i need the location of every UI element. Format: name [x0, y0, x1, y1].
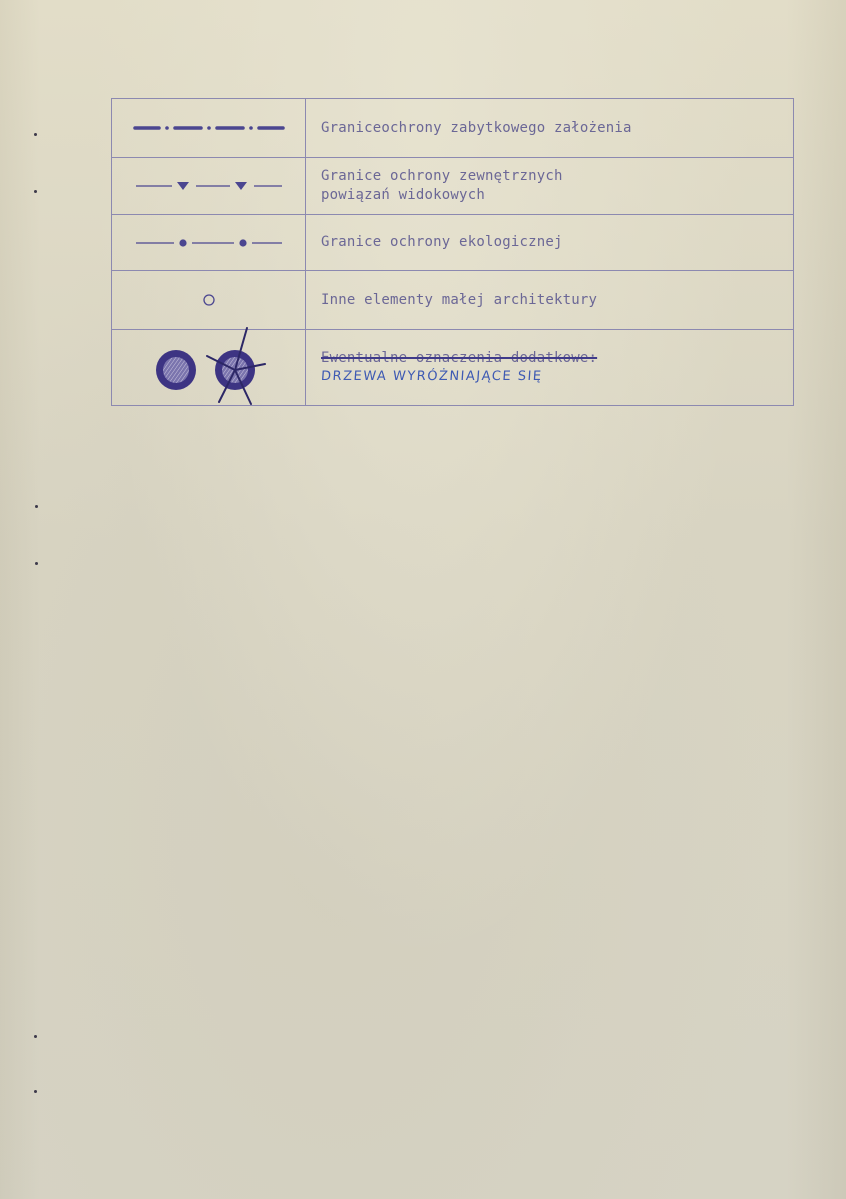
small-circle-icon — [202, 293, 216, 307]
paper-edge-shading-right — [786, 0, 846, 1199]
legend-row — [112, 271, 794, 330]
legend-row — [112, 215, 794, 271]
legend-label: Inne elementy małej architektury — [306, 271, 794, 330]
handwritten-note: DRZEWA WYRÓŻNIAJĄCE SIĘ — [320, 369, 544, 384]
legend-label-additional — [306, 330, 794, 406]
legend-symbol-cell — [112, 158, 306, 215]
struck-out-label: Ewentualne oznaczenia dodatkowe: — [321, 350, 598, 366]
dot-marker-line-icon — [134, 237, 284, 249]
legend-row — [112, 330, 794, 406]
legend-row — [112, 99, 794, 158]
dash-dot-boundary-line-icon — [129, 123, 289, 133]
legend-symbol-cell — [112, 215, 306, 271]
punch-mark — [35, 562, 38, 565]
legend-label: Granice ochrony zewnętrznych powiązań widokowych — [306, 158, 794, 215]
legend-symbol-cell — [112, 99, 306, 158]
legend-table — [111, 98, 794, 406]
legend-symbol-cell — [112, 271, 306, 330]
triangle-marker-line-icon — [134, 180, 284, 192]
paper-edge-shading-left — [0, 0, 40, 1199]
punch-mark — [34, 1035, 37, 1038]
punch-mark — [34, 190, 37, 193]
punch-mark — [34, 133, 37, 136]
legend-symbol-cell — [112, 330, 306, 406]
legend-label: Graniceochrony zabytkowego założenia — [306, 99, 794, 158]
legend-label: Granice ochrony ekologicznej — [306, 215, 794, 271]
punch-mark — [35, 505, 38, 508]
hatched-tree-circles-icon — [139, 326, 279, 406]
legend-row — [112, 158, 794, 215]
punch-mark — [34, 1090, 37, 1093]
